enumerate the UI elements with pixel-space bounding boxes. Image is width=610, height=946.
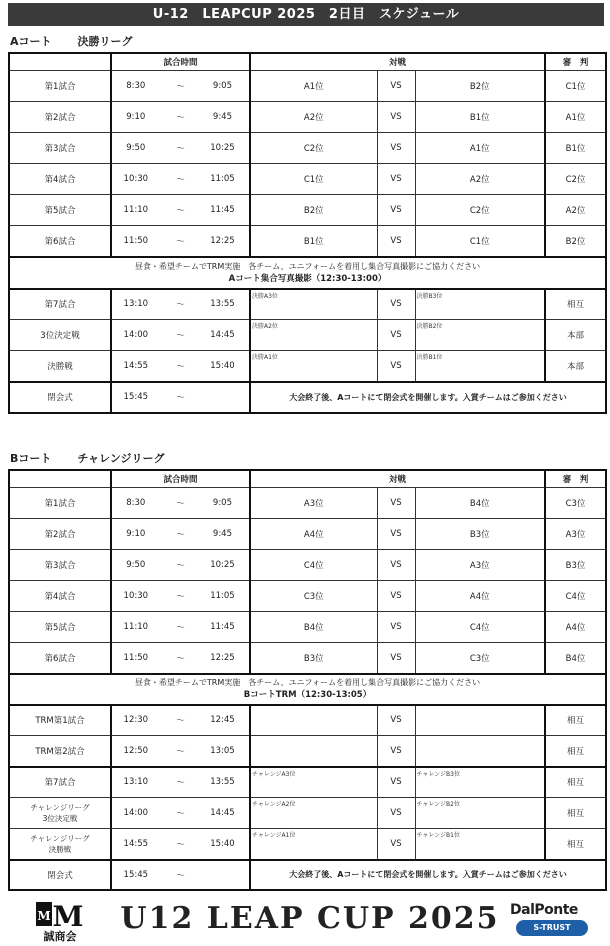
away-slot-label: チャレンジB2位 [416, 801, 460, 808]
match-name: 第6試合 [9, 226, 111, 257]
away-team: A2位 [415, 164, 545, 195]
tilde: 〜 [176, 809, 185, 819]
match-name: 第3試合 [9, 133, 111, 164]
home-slot [250, 320, 377, 351]
home-slot-label: 決勝A1位 [252, 354, 278, 361]
match-name: 第7試合 [9, 289, 111, 320]
referee: C3位 [545, 488, 606, 519]
end-time: 13:55 [210, 777, 235, 788]
home-slot [250, 767, 377, 798]
table-row [9, 612, 606, 643]
home-team: C2位 [250, 133, 377, 164]
sponsor-sub: S-TRUST [516, 920, 588, 936]
end-time: 15:40 [210, 360, 235, 371]
vs-label: VS [377, 798, 415, 829]
tilde: 〜 [176, 393, 185, 403]
tilde: 〜 [176, 300, 185, 311]
match-time [111, 643, 250, 674]
match-name-line2: 決勝戦 [48, 844, 72, 854]
table-row [9, 320, 606, 351]
court-a-closing-row [9, 382, 606, 413]
referee: A2位 [545, 195, 606, 226]
end-time: 9:45 [212, 112, 232, 122]
tilde: 〜 [176, 530, 185, 540]
table-row [9, 829, 606, 860]
table-row [9, 351, 606, 382]
match-name: 第4試合 [9, 164, 111, 195]
tilde: 〜 [176, 113, 185, 123]
away-slot [415, 767, 545, 798]
table-row [9, 195, 606, 226]
away-team: A3位 [415, 550, 545, 581]
end-time: 9:45 [212, 529, 232, 539]
vs-label: VS [377, 643, 415, 674]
seishokai-logo-icon [34, 900, 86, 942]
home-team [250, 705, 377, 736]
table-row [9, 581, 606, 612]
header-referee: 審 判 [545, 53, 606, 71]
home-team: C4位 [250, 550, 377, 581]
match-name: TRM第2試合 [9, 736, 111, 767]
header-time: 試合時間 [111, 53, 250, 71]
start-time: 13:10 [123, 777, 149, 788]
match-time [111, 767, 250, 798]
header-match [9, 53, 111, 71]
seishokai-logo [34, 900, 86, 942]
start-time: 14:00 [123, 808, 149, 818]
away-slot [415, 829, 545, 860]
logo-company-name: 誠商会 [43, 930, 77, 942]
table-row [9, 226, 606, 257]
referee: 相互 [545, 767, 606, 798]
match-time [111, 195, 250, 226]
away-team: C4位 [415, 612, 545, 643]
home-slot-label: チャレンジA2位 [252, 801, 296, 808]
end-time: 11:05 [210, 591, 235, 601]
header-match [9, 470, 111, 488]
end-time: 13:05 [210, 745, 235, 756]
court-b-closing-name: 閉会式 [9, 860, 111, 890]
away-team: A4位 [415, 581, 545, 612]
court-b-notice-row [9, 674, 606, 705]
end-time: 11:45 [210, 622, 235, 632]
referee: B4位 [545, 643, 606, 674]
referee: A4位 [545, 612, 606, 643]
start-time: 12:30 [123, 715, 149, 726]
referee: B1位 [545, 133, 606, 164]
match-name: 第7試合 [9, 767, 111, 798]
vs-label: VS [377, 767, 415, 798]
start-time: 14:55 [123, 360, 149, 371]
match-time [111, 488, 250, 519]
header-versus: 対戦 [250, 53, 545, 71]
header-versus: 対戦 [250, 470, 545, 488]
match-name: 第2試合 [9, 519, 111, 550]
away-slot-label: チャレンジB1位 [416, 832, 460, 839]
referee: A3位 [545, 519, 606, 550]
match-name: 第6試合 [9, 643, 111, 674]
match-name: 第5試合 [9, 612, 111, 643]
match-name-line1: チャレンジリーグ [30, 833, 90, 843]
tilde: 〜 [176, 592, 185, 602]
table-row [9, 736, 606, 767]
end-time: 12:45 [210, 715, 235, 726]
home-team: B3位 [250, 643, 377, 674]
match-name: 決勝戦 [9, 351, 111, 382]
event-title: U12 LEAP CUP 2025 [120, 901, 500, 936]
closing-start: 15:45 [123, 869, 149, 880]
tilde: 〜 [176, 839, 185, 850]
start-time: 11:50 [123, 235, 149, 246]
referee: C4位 [545, 581, 606, 612]
referee: 相互 [545, 798, 606, 829]
end-time: 12:25 [210, 652, 235, 663]
away-team: C1位 [415, 226, 545, 257]
table-row [9, 102, 606, 133]
court-a-league: 決勝リーグ [77, 35, 133, 48]
vs-label: VS [377, 320, 415, 351]
vs-label: VS [377, 581, 415, 612]
tilde: 〜 [176, 746, 185, 757]
home-team: B4位 [250, 612, 377, 643]
vs-label: VS [377, 488, 415, 519]
referee: 相互 [545, 289, 606, 320]
table-row [9, 798, 606, 829]
end-time: 9:05 [212, 81, 232, 91]
away-team: B4位 [415, 488, 545, 519]
home-slot [250, 798, 377, 829]
home-team: C3位 [250, 581, 377, 612]
tilde: 〜 [176, 870, 185, 881]
tilde: 〜 [176, 778, 185, 789]
away-team: B3位 [415, 519, 545, 550]
home-team: A3位 [250, 488, 377, 519]
vs-label: VS [377, 612, 415, 643]
tilde: 〜 [176, 82, 185, 92]
start-time: 14:00 [123, 330, 149, 340]
court-b-trm-rows [9, 705, 606, 767]
tilde: 〜 [176, 653, 185, 664]
court-a-label: Aコート [10, 35, 52, 48]
match-name: 第3試合 [9, 550, 111, 581]
home-team: A1位 [250, 71, 377, 102]
home-slot-label: 決勝A3位 [252, 292, 278, 300]
start-time: 11:10 [123, 622, 149, 632]
tilde: 〜 [176, 206, 185, 216]
end-time: 9:05 [212, 498, 232, 508]
table-row [9, 767, 606, 798]
match-name: 第2試合 [9, 102, 111, 133]
match-time [111, 581, 250, 612]
away-slot-label: 決勝B2位 [416, 323, 443, 330]
end-time: 12:25 [210, 235, 235, 246]
match-time [111, 320, 250, 351]
header-time: 試合時間 [111, 470, 250, 488]
court-a-notice-line2: Aコート集合写真撮影（12:30-13:00） [228, 273, 387, 284]
match-time [111, 612, 250, 643]
referee: B2位 [545, 226, 606, 257]
vs-label: VS [377, 71, 415, 102]
referee: 本部 [545, 351, 606, 382]
start-time: 14:55 [123, 838, 149, 849]
vs-label: VS [377, 705, 415, 736]
court-b-league-rows [9, 488, 606, 674]
match-name: 第1試合 [9, 71, 111, 102]
footer [0, 900, 610, 943]
court-a-heading [10, 33, 133, 49]
referee: C1位 [545, 71, 606, 102]
start-time: 11:10 [123, 205, 149, 215]
end-time: 11:05 [210, 174, 235, 184]
court-b-league: チャレンジリーグ [77, 452, 165, 465]
home-slot-label: チャレンジA3位 [252, 770, 296, 778]
end-time: 13:55 [210, 299, 235, 310]
start-time: 12:50 [123, 745, 149, 756]
referee: B3位 [545, 550, 606, 581]
away-team: C2位 [415, 195, 545, 226]
end-time: 14:45 [210, 808, 235, 818]
match-name: TRM第1試合 [9, 705, 111, 736]
court-b-closing-row [9, 860, 606, 890]
table-header-row [9, 470, 606, 488]
home-team: A4位 [250, 519, 377, 550]
home-team: B1位 [250, 226, 377, 257]
match-name: 3位決定戦 [9, 320, 111, 351]
tilde: 〜 [176, 144, 185, 154]
tilde: 〜 [176, 499, 185, 509]
table-row [9, 289, 606, 320]
match-name-line2: 3位決定戦 [42, 814, 78, 823]
match-time [111, 351, 250, 382]
table-row [9, 488, 606, 519]
end-time: 10:25 [210, 560, 235, 570]
home-slot-label: 決勝A2位 [252, 323, 278, 330]
vs-label: VS [377, 289, 415, 320]
vs-label: VS [377, 164, 415, 195]
court-b-closing-message: 大会終了後、Aコートにて閉会式を開催します。入賞チームはご参加ください [250, 860, 606, 890]
end-time: 14:45 [210, 330, 235, 340]
table-row [9, 519, 606, 550]
court-b-label: Bコート [10, 452, 52, 465]
away-team [415, 736, 545, 767]
match-time [111, 519, 250, 550]
referee: C2位 [545, 164, 606, 195]
away-team: B2位 [415, 71, 545, 102]
tilde: 〜 [176, 236, 185, 247]
start-time: 11:50 [123, 652, 149, 663]
tilde: 〜 [176, 716, 185, 727]
end-time: 11:45 [210, 205, 235, 215]
table-row [9, 550, 606, 581]
match-time [111, 164, 250, 195]
match-name-line1: チャレンジリーグ [30, 803, 90, 812]
closing-start: 15:45 [123, 392, 149, 402]
away-team: A1位 [415, 133, 545, 164]
court-a-closing-name: 閉会式 [9, 382, 111, 413]
away-slot-label: 決勝B3位 [416, 292, 443, 300]
court-b-notice-line1: 昼食・希望チームでTRM実施 各チーム、ユニフォームを着用し集合写真撮影にご協力ください [134, 678, 481, 687]
court-a-notice-row [9, 257, 606, 289]
sponsor-name: DalPonte [510, 902, 578, 918]
vs-label: VS [377, 550, 415, 581]
court-b-final-rows [9, 767, 606, 860]
tilde: 〜 [176, 175, 185, 185]
referee: 相互 [545, 736, 606, 767]
start-time: 10:30 [123, 591, 149, 601]
match-name [9, 829, 111, 860]
court-b-heading [10, 450, 165, 466]
court-a-closing-message: 大会終了後、Aコートにて閉会式を開催します。入賞チームはご参加ください [250, 382, 606, 413]
vs-label: VS [377, 736, 415, 767]
table-row [9, 643, 606, 674]
match-time [111, 226, 250, 257]
start-time: 9:50 [126, 560, 146, 570]
start-time: 8:30 [126, 81, 146, 91]
away-slot [415, 798, 545, 829]
court-b-notice-line2: BコートTRM（12:30-13:05） [243, 690, 372, 700]
vs-label: VS [377, 829, 415, 860]
match-name: 第5試合 [9, 195, 111, 226]
referee: 相互 [545, 829, 606, 860]
start-time: 8:30 [126, 498, 146, 508]
match-name: 第4試合 [9, 581, 111, 612]
away-slot [415, 289, 545, 320]
away-team: B1位 [415, 102, 545, 133]
away-slot-label: 決勝B1位 [416, 354, 443, 361]
start-time: 13:10 [123, 299, 149, 310]
tilde: 〜 [176, 623, 185, 633]
vs-label: VS [377, 226, 415, 257]
match-time [111, 798, 250, 829]
court-a-final-rows [9, 289, 606, 382]
match-time [111, 550, 250, 581]
match-name: 第1試合 [9, 488, 111, 519]
vs-label: VS [377, 133, 415, 164]
court-a-league-rows [9, 71, 606, 257]
start-time: 9:50 [126, 143, 146, 153]
vs-label: VS [377, 102, 415, 133]
home-slot-label: チャレンジA1位 [252, 832, 296, 839]
logo-big-letter: M [52, 900, 84, 933]
court-b-notice [9, 674, 606, 705]
court-b-schedule-table [8, 469, 607, 891]
home-slot [250, 289, 377, 320]
table-header-row [9, 53, 606, 71]
table-row [9, 164, 606, 195]
match-time [111, 133, 250, 164]
tilde: 〜 [176, 361, 185, 372]
referee: A1位 [545, 102, 606, 133]
vs-label: VS [377, 519, 415, 550]
vs-label: VS [377, 195, 415, 226]
match-time [111, 289, 250, 320]
away-slot [415, 320, 545, 351]
home-team: B2位 [250, 195, 377, 226]
court-a-closing-time [111, 382, 250, 413]
start-time: 10:30 [123, 174, 149, 184]
away-slot [415, 351, 545, 382]
court-a-notice [9, 257, 606, 289]
dalponte-logo [510, 902, 592, 942]
away-slot-label: チャレンジB3位 [416, 770, 460, 778]
home-team: C1位 [250, 164, 377, 195]
referee: 相互 [545, 705, 606, 736]
court-a-notice-line1: 昼食・希望チームでTRM実施 各チーム、ユニフォームを着用し集合写真撮影にご協力ください [134, 261, 481, 271]
table-row [9, 71, 606, 102]
home-slot [250, 351, 377, 382]
referee: 本部 [545, 320, 606, 351]
vs-label: VS [377, 351, 415, 382]
home-team [250, 736, 377, 767]
home-slot [250, 829, 377, 860]
header-referee: 審 判 [545, 470, 606, 488]
table-row [9, 133, 606, 164]
away-team [415, 705, 545, 736]
match-time [111, 705, 250, 736]
match-time [111, 736, 250, 767]
tilde: 〜 [176, 561, 185, 571]
home-team: A2位 [250, 102, 377, 133]
end-time: 15:40 [210, 838, 235, 849]
match-time [111, 102, 250, 133]
start-time: 9:10 [126, 112, 146, 122]
end-time: 10:25 [210, 143, 235, 153]
table-row [9, 705, 606, 736]
match-time [111, 829, 250, 860]
match-name [9, 798, 111, 829]
logo-mark-letter: M [37, 909, 51, 923]
tilde: 〜 [176, 331, 185, 341]
start-time: 9:10 [126, 529, 146, 539]
court-a-schedule-table [8, 52, 607, 414]
page-title: U-12 LEAPCUP 2025 2日目 スケジュール [8, 3, 604, 26]
match-time [111, 71, 250, 102]
court-b-closing-time [111, 860, 250, 890]
away-team: C3位 [415, 643, 545, 674]
